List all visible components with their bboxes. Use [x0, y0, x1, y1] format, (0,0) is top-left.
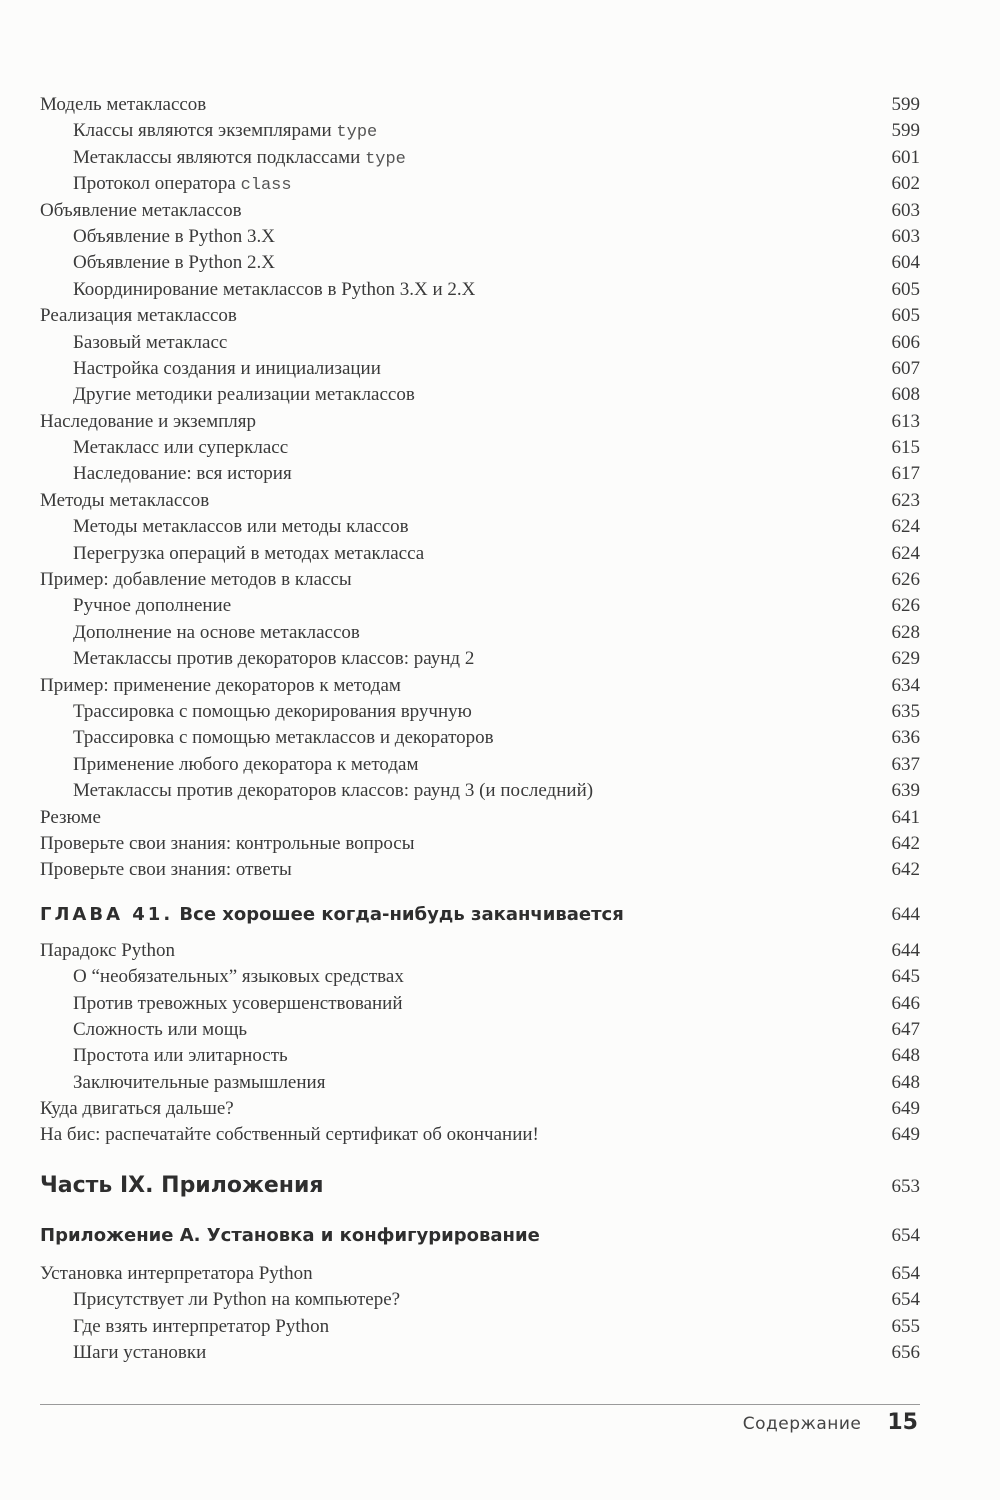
toc-entry-title: [40, 1043, 288, 1069]
toc-entry-title: [40, 145, 406, 173]
toc-entry-page-number: 634: [891, 674, 920, 696]
toc-entry-title: [40, 435, 288, 461]
toc-entry-page-number: 647: [891, 1018, 920, 1040]
toc-entry-page-number: 648: [891, 1045, 920, 1067]
toc-entry-text: Настройка создания и инициализации: [73, 357, 381, 379]
toc-entry[interactable]: [40, 277, 920, 303]
toc-entry-page-number: 613: [891, 410, 920, 432]
toc-entry-title: [40, 752, 419, 778]
toc-entry-page-number: 642: [891, 859, 920, 881]
toc-entry[interactable]: [40, 171, 920, 197]
chapter-title: [40, 904, 624, 925]
toc-entry-code: type: [365, 149, 406, 169]
toc-entry-text: Заключительные размышления: [73, 1071, 326, 1093]
toc-entry-title: [40, 382, 415, 408]
toc-entry-text: Против тревожных усовершенствований: [73, 992, 403, 1014]
footer-divider: [40, 1404, 920, 1405]
toc-entry-text: Проверьте свои знания: ответы: [40, 859, 292, 881]
toc-entry-title: [40, 831, 415, 857]
toc-entry-text: Шаги установки: [73, 1342, 207, 1364]
toc-entry-title: [40, 1122, 539, 1148]
toc-entry-title: [40, 488, 209, 514]
toc-entry-text: Другие методики реализации метаклассов: [73, 384, 415, 406]
toc-entry-title: [40, 1096, 234, 1122]
toc-entry-page-number: 602: [891, 173, 920, 195]
toc-entry-title: [40, 514, 409, 540]
toc-entry[interactable]: [40, 699, 920, 725]
toc-entry-text: Наследование и экземпляр: [40, 410, 256, 432]
toc-entry-page-number: 639: [891, 780, 920, 802]
toc-entry[interactable]: [40, 1314, 920, 1340]
toc-entry-text: Объявление метаклассов: [40, 199, 242, 221]
toc-entry-text: Объявление в Python 2.X: [73, 252, 275, 274]
toc-entry-text: Базовый метакласс: [73, 331, 228, 353]
toc-entry-text: Дополнение на основе метаклассов: [73, 621, 360, 643]
toc-entry-title: [40, 92, 206, 118]
toc-section-chapter41: [40, 938, 920, 1149]
toc-entry[interactable]: [40, 938, 920, 964]
toc-entry[interactable]: [40, 145, 920, 171]
toc-entry[interactable]: [40, 303, 920, 329]
toc-entry-page-number: 624: [891, 542, 920, 564]
toc-entry-title: [40, 330, 227, 356]
toc-entry-title: [40, 991, 403, 1017]
toc-entry[interactable]: [40, 198, 920, 224]
toc-entry-title: [40, 118, 377, 146]
toc-entry-title: [40, 964, 404, 990]
toc-entry-title: [40, 198, 242, 224]
part-page-number: 653: [891, 1175, 920, 1197]
toc-entry-title: [40, 1261, 313, 1287]
toc-entry-title: [40, 1340, 206, 1366]
toc-entry-text: Проверьте свои знания: контрольные вопросы: [40, 832, 415, 854]
toc-entry[interactable]: [40, 250, 920, 276]
toc-entry-page-number: 654: [891, 1262, 920, 1284]
toc-entry-text: Пример: применение декораторов к методам: [40, 674, 401, 696]
toc-entry-page-number: 601: [891, 146, 920, 168]
toc-entry[interactable]: [40, 1122, 920, 1148]
toc-entry[interactable]: [40, 330, 920, 356]
toc-entry-title: [40, 171, 292, 199]
toc-entry-text: На бис: распечатайте собственный сертификат об окончании!: [40, 1124, 539, 1146]
toc-entry[interactable]: [40, 1043, 920, 1069]
toc-entry-page-number: 645: [891, 966, 920, 988]
toc-entry-page-number: 607: [891, 357, 920, 379]
toc-entry[interactable]: [40, 1017, 920, 1043]
toc-entry-text: Установка интерпретатора Python: [40, 1262, 313, 1284]
toc-entry-text: Простота или элитарность: [73, 1045, 288, 1067]
toc-entry-page-number: 599: [891, 120, 920, 142]
toc-entry[interactable]: [40, 409, 920, 435]
toc-entry[interactable]: [40, 435, 920, 461]
toc-entry-text: Реализация метаклассов: [40, 305, 237, 327]
toc-entry-page-number: 629: [891, 648, 920, 670]
toc-entry-title: [40, 725, 494, 751]
toc-entry-text: Пример: добавление методов в классы: [40, 569, 352, 591]
toc-entry-text: Методы метаклассов: [40, 489, 210, 511]
toc-entry-title: [40, 778, 593, 804]
toc-entry-page-number: 628: [891, 621, 920, 643]
toc-entry-page-number: 641: [891, 806, 920, 828]
toc-entry[interactable]: [40, 752, 920, 778]
toc-entry-title: [40, 1314, 329, 1340]
toc-entry-page-number: 605: [891, 305, 920, 327]
toc-entry-page-number: 599: [891, 94, 920, 115]
toc-entry-page-number: 646: [891, 992, 920, 1014]
chapter-name: Все хорошее когда-нибудь заканчивается: [173, 903, 624, 925]
toc-entry[interactable]: [40, 805, 920, 831]
toc-entry-page-number: 642: [891, 832, 920, 854]
toc-entry[interactable]: [40, 673, 920, 699]
toc-entry-title: [40, 620, 360, 646]
toc-entry-title: [40, 1287, 400, 1313]
toc-entry[interactable]: [40, 646, 920, 672]
table-of-contents: [40, 92, 920, 1366]
toc-entry-text: Метаклассы являются подклассами: [73, 146, 366, 168]
toc-entry-text: Сложность или мощь: [73, 1018, 247, 1040]
part-title: Часть IX. Приложения: [40, 1172, 324, 1198]
toc-entry-text: Куда двигаться дальше?: [40, 1098, 234, 1120]
toc-entry-title: [40, 646, 474, 672]
chapter-page-number: 644: [891, 903, 920, 925]
toc-entry[interactable]: [40, 991, 920, 1017]
appendix-heading[interactable]: [40, 1225, 920, 1255]
toc-entry[interactable]: [40, 725, 920, 751]
toc-entry-title: [40, 805, 101, 831]
toc-entry-title: [40, 1070, 325, 1096]
toc-entry-title: [40, 277, 475, 303]
appendix-page-number: 654: [891, 1224, 920, 1246]
toc-entry-title: [40, 938, 175, 964]
toc-entry-title: [40, 356, 381, 382]
toc-entry-text: Трассировка с помощью метаклассов и декораторов: [73, 727, 494, 749]
toc-entry-code: class: [240, 176, 292, 196]
part-heading[interactable]: [40, 1173, 920, 1207]
toc-entry[interactable]: [40, 1261, 920, 1287]
toc-entry[interactable]: [40, 541, 920, 567]
chapter-heading[interactable]: [40, 904, 920, 932]
toc-entry-text: Методы метаклассов или методы классов: [73, 516, 409, 538]
toc-entry-text: Парадокс Python: [40, 939, 176, 961]
toc-entry-page-number: 626: [891, 595, 920, 617]
toc-entry-page-number: 656: [891, 1342, 920, 1364]
toc-entry[interactable]: [40, 488, 920, 514]
toc-entry[interactable]: [40, 1340, 920, 1366]
toc-entry-title: [40, 409, 256, 435]
toc-section-appendix-a: [40, 1261, 920, 1367]
toc-entry-title: [40, 857, 292, 883]
toc-entry-title: [40, 699, 472, 725]
toc-entry[interactable]: [40, 356, 920, 382]
toc-entry[interactable]: [40, 964, 920, 990]
toc-entry-code: type: [336, 123, 378, 143]
toc-entry-text: Присутствует ли Python на компьютере?: [73, 1289, 401, 1311]
toc-section-metaclasses: [40, 92, 920, 884]
toc-entry-text: Модель метаклассов: [40, 94, 207, 115]
toc-entry-title: [40, 224, 275, 250]
toc-entry-title: [40, 303, 237, 329]
toc-entry[interactable]: [40, 1096, 920, 1122]
toc-entry-text: Протокол оператора: [73, 173, 241, 195]
toc-entry[interactable]: [40, 118, 920, 144]
toc-entry-text: Метаклассы против декораторов классов: раунд 2: [73, 648, 475, 670]
toc-entry-text: Трассировка с помощью декорирования вручную: [73, 700, 472, 722]
toc-entry-page-number: 637: [891, 753, 920, 775]
toc-entry[interactable]: [40, 92, 920, 118]
toc-entry-page-number: 654: [891, 1289, 920, 1311]
toc-entry-title: [40, 541, 424, 567]
toc-entry-text: Где взять интерпретатор Python: [73, 1315, 330, 1337]
toc-entry-text: Резюме: [40, 806, 101, 828]
toc-entry-title: [40, 1017, 247, 1043]
toc-entry-text: Метакласс или суперкласс: [73, 437, 289, 459]
toc-entry[interactable]: [40, 1070, 920, 1096]
toc-entry-page-number: 649: [891, 1098, 920, 1120]
toc-entry-page-number: 603: [891, 225, 920, 247]
toc-entry-title: [40, 567, 352, 593]
toc-entry[interactable]: [40, 224, 920, 250]
toc-entry-page-number: 604: [891, 252, 920, 274]
page-footer: [743, 1410, 918, 1435]
running-footer-label: Содержание: [742, 1414, 862, 1434]
toc-entry-text: Наследование: вся история: [73, 463, 292, 485]
toc-entry-page-number: 649: [891, 1124, 920, 1146]
toc-entry-page-number: 605: [891, 278, 920, 300]
toc-entry[interactable]: [40, 593, 920, 619]
toc-entry[interactable]: [40, 567, 920, 593]
toc-entry-page-number: 644: [891, 939, 920, 961]
toc-entry-page-number: 636: [891, 727, 920, 749]
toc-entry-page-number: 635: [891, 700, 920, 722]
toc-entry-page-number: 626: [891, 569, 920, 591]
toc-entry-title: [40, 673, 401, 699]
toc-entry-page-number: 655: [891, 1315, 920, 1337]
toc-entry-page-number: 606: [891, 331, 920, 353]
toc-entry-text: О “необязательных” языковых средствах: [73, 966, 404, 988]
toc-entry-text: Метаклассы против декораторов классов: раунд 3 (и последний): [73, 780, 594, 802]
toc-entry-text: Перегрузка операций в методах метакласса: [73, 542, 425, 564]
toc-entry-text: Классы являются экземплярами: [73, 120, 337, 142]
page-number: 15: [887, 1410, 918, 1435]
appendix-title: Приложение А. Установка и конфигурирование: [40, 1224, 540, 1246]
toc-entry[interactable]: [40, 620, 920, 646]
toc-entry-page-number: 617: [891, 463, 920, 485]
toc-entry-title: [40, 593, 231, 619]
toc-entry[interactable]: [40, 382, 920, 408]
chapter-label: ГЛАВА 41.: [40, 903, 174, 925]
toc-entry-page-number: 624: [891, 516, 920, 538]
toc-entry-text: Объявление в Python 3.X: [73, 225, 275, 247]
toc-entry-text: Применение любого декоратора к методам: [73, 753, 419, 775]
toc-entry[interactable]: [40, 831, 920, 857]
toc-entry[interactable]: [40, 514, 920, 540]
toc-entry-page-number: 623: [891, 489, 920, 511]
toc-entry[interactable]: [40, 778, 920, 804]
toc-entry-page-number: 648: [891, 1071, 920, 1093]
toc-entry[interactable]: [40, 1287, 920, 1313]
toc-entry-text: Ручное дополнение: [73, 595, 232, 617]
toc-entry[interactable]: [40, 857, 920, 883]
toc-entry-page-number: 603: [891, 199, 920, 221]
toc-entry-text: Координирование метаклассов в Python 3.X и 2.X: [73, 278, 476, 300]
toc-entry-title: [40, 461, 292, 487]
toc-entry-title: [40, 250, 275, 276]
toc-entry[interactable]: [40, 461, 920, 487]
toc-entry-page-number: 615: [891, 437, 920, 459]
toc-entry-page-number: 608: [891, 384, 920, 406]
